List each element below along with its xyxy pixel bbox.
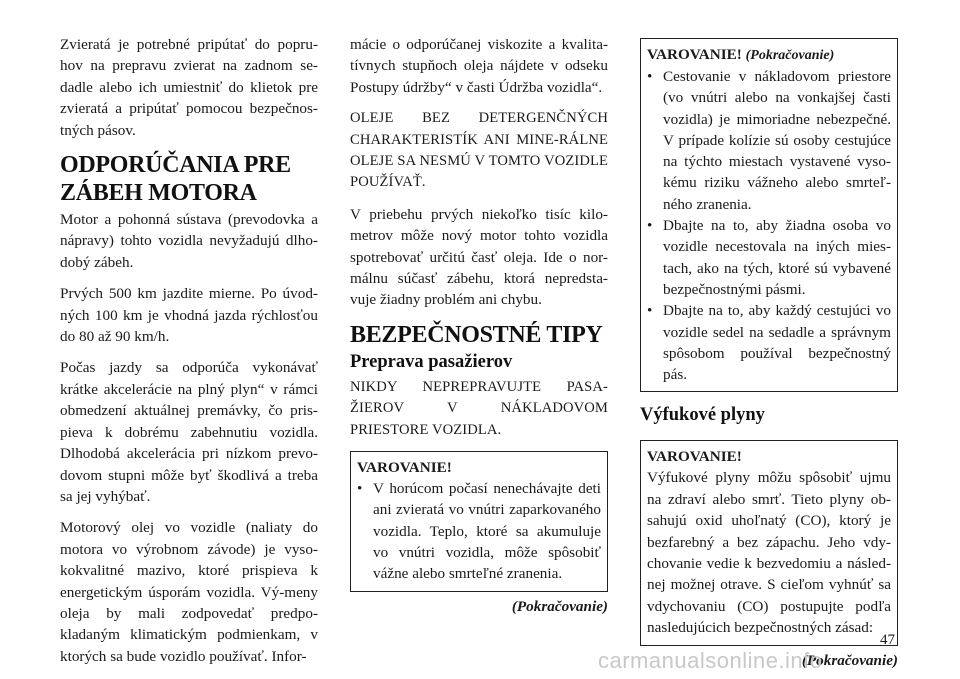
watermark: carmanualsonline.info bbox=[598, 648, 823, 673]
paragraph-animals: Zvieratá je potrebné pripútať do popru-hov na prepravu zvierat na zadnom se-dadle alebo ich umiestniť do klietok pre zvieratá a pripútať pomocou bezpečnos-tných pásov. bbox=[60, 36, 318, 139]
warning-box-heat bbox=[350, 451, 608, 591]
warning-list bbox=[357, 478, 601, 584]
warning-box-exhaust bbox=[640, 440, 898, 645]
warning-item-seats: • Dbajte na to, aby žiadna osoba vo vozidle necestovala na iných mies-tach, ako na tých, ktoré sú vybavené bezpečnostnými pásmi. bbox=[647, 215, 891, 300]
column-right bbox=[640, 38, 898, 679]
warning-continued-marker: (Pokračovanie) bbox=[745, 48, 835, 63]
continued-label: (Pokračovanie) bbox=[801, 651, 898, 669]
paragraph-oil-consumption: V priebehu prvých niekoľko tisíc kilo-metrov môže nový motor tohto vozidla spotrebovať určitú časť oleja. Ide o nor-málnu súčasť zábehu, ktorá nepredsta-vuje žiadny problém ani chybu. bbox=[350, 205, 608, 309]
paragraph-oil-info: mácie o odporúčanej viskozite a kvalita-tívnych stupňoch oleja nájdete v odseku Postupy údržby“ v časti Údržba vozidla“. bbox=[350, 36, 608, 96]
paragraph-passengers-caps: NIKDY NEPREPRAVUJTE PASA-ŽIEROV V NÁKLADOVOM PRIESTORE VOZIDLA. bbox=[350, 378, 608, 438]
paragraph-break-in-2: Prvých 500 km jazdite mierne. Po úvod-ných 100 km je vhodná jazda rýchlosťou do 80 až 90 km/h. bbox=[60, 285, 318, 346]
heading-safety-tips: BEZPEČNOSTNÉ TIPY bbox=[350, 321, 603, 348]
paragraph-break-in-1: Motor a pohonná sústava (prevodovka a nápravy) tohto vozidla nevyžadujú dlho-dobý zábeh. bbox=[60, 211, 318, 271]
page-number: 47 bbox=[880, 632, 895, 648]
paragraph-break-in-4: Motorový olej vo vozidle (naliaty do motora vo výrobnom závode) je vyso-kokvalitné mazivo, ktoré prispieva k energetickým úsporám vozidla. Vý-meny oleja by mali zodpovedať predpo-kladaným klimatickým podmienkam, v ktorých sa bude vozidlo používať. Infor- bbox=[60, 519, 318, 665]
warning-box-cargo bbox=[640, 38, 898, 392]
heading-break-in: ODPORÚČANIA PRE ZÁBEH MOTORA bbox=[60, 152, 291, 207]
column-middle bbox=[350, 34, 608, 625]
warning-exhaust-text: Výfukové plyny môžu spôsobiť ujmu na zdraví alebo smrť. Tieto plyny ob-sahujú oxid uhoľnatý (CO), ktorý je bezfarebný a bez zápachu. Jeho vdy-chovanie vedie k bezvedomiu a násled-nej možnej otrave. S cieľom vyhnúť sa vdychovaniu (CO) postupujte podľa nasledujúcich bezpečnostných zásad: bbox=[647, 469, 891, 637]
warning-title: VAROVANIE! bbox=[357, 459, 452, 477]
warning-item-seatbelt: • Dbajte na to, aby každý cestujúci vo vozidle sedel na sedadle a správnym spôsobom používal bezpečnostný pás. bbox=[647, 300, 891, 385]
warning-title-continued bbox=[647, 44, 891, 66]
warning-item-heat: • V horúcom počasí nenechávajte deti ani zvieratá vo vnútri zaparkovaného vozidla. Teplo, ktoré sa akumuluje vo vnútri vozidla, môže spôsobiť vážne alebo smrteľné zranenia. bbox=[357, 478, 601, 584]
paragraph-break-in-3: Počas jazdy sa odporúča vykonávať krátke akcelerácie na plný plyn“ v rámci obmedzení aktuálnej premávky, čo pris-pieva k dobrému zabehnutiu vozidla. Dlhodobá akcelerácia pri nízkom prevo-dovom stupni môže byť škodlivá a treba sa jej vyhýbať. bbox=[60, 359, 318, 505]
warning-list bbox=[647, 66, 891, 385]
warning-title-text: VAROVANIE! bbox=[647, 46, 742, 63]
warning-item-cargo: • Cestovanie v nákladovom priestore (vo vnútri alebo na vonkajšej časti vozidla) je mimoriadne nebezpečné. V prípade kolízie sú osoby cestujúce na týchto miestach vystavené vyso-kému riziku vážneho alebo smrteľ-ného zranenia. bbox=[647, 66, 891, 215]
column-left bbox=[60, 34, 318, 677]
subheading-passengers: Preprava pasažierov bbox=[350, 351, 513, 372]
paragraph-oil-warning-caps: OLEJE BEZ DETERGENČNÝCH CHARAKTERISTÍK ANI MINE-RÁLNE OLEJE SA NESMÚ V TOMTO VOZIDLE POUŽÍVAŤ. bbox=[350, 110, 608, 191]
warning-title: VAROVANIE! bbox=[647, 448, 742, 466]
continued-label: (Pokračovanie) bbox=[511, 597, 608, 615]
subheading-exhaust: Výfukové plyny bbox=[640, 405, 765, 426]
